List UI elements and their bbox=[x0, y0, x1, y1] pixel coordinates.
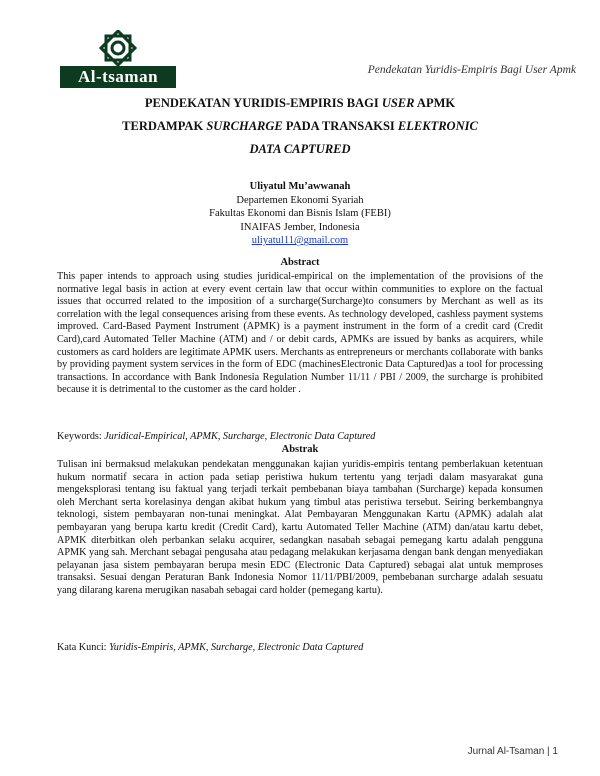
abstrak-text: Tulisan ini bermaksud melakukan pendekatan menggunakan kajian yuridis-empiris tentang pemberlakuan ketentuan hukum normatif secara in action pada setiap peristiwa hukum tertentu yang terjadi dalam masyarakat guna mengeksplorasi tentang isu faktual yang terjadi terkait pembebanan biaya tambahan (Surcharge) kepada konsumen oleh Merchant serta korelasinya dengan akibat hukum yang timbul atas peristiwa tersebut. Seiring berkembangnya teknologi, sistem pembayaran non-tunai meningkat. Alat Pembayaran Menggunakan Kartu (APMK) adalah alat pembayaran yang berupa kartu kredit (Credit Card), kartu Automated Teller Machine (ATM) dan/atau kartu debet, APMK diterbitkan oleh perbankan selaku acquirer, sedangkan nasabah sebagai pemegang kartu adalah pengguna APMK yang sah. Merchant sebagai pengusaha atau pedagang melakukan kerjasama dengan bank dengan menyediakan pelayanan jasa sistem pembayaran berupa mesin EDC (Electronic Data Captured) sebagai alat untuk memproses transaksi. Sesuai dengan Peraturan Bank Indonesia Nomor 11/11/PBI/2009, pembebanan surcharge adalah sesuatu yang dilarang karena merugikan nasabah sebagai card holder (pemegang kartu). bbox=[57, 459, 543, 596]
author-faculty: Fakultas Ekonomi dan Bisnis Islam (FEBI) bbox=[209, 208, 391, 220]
abstract-heading: Abstract bbox=[280, 257, 320, 268]
logo-wordmark: Al-tsaman bbox=[60, 66, 176, 88]
abstract-text: This paper intends to approach using studies juridical-empirical on the implementation of the provisions of the normative legal basis in action at every event certain law that occur within communities to explore on the factual issues that occurred related to the imposition of a surcharge(Surcharge)to consumers by Merchant as well as its correlation with the legal consequences arising from these events. As technology developed, cashless payment systems improved. Card-Based Payment Instrument (APMK) is a payment instrument in the form of a credit card (Credit Card),card Automated Teller Machine (ATM) and / or debit cards, APMKs are issued by banks as acquirers, while customers as card holders are legitimate APMK users. Merchants as entrepreneurs or merchants collaborate with banks by providing payment system services in the form of EDC (machinesElectronic Data Captured)as a tool for processing transactions. In accordance with Bank Indonesia Regulation Number 11/11 / PBI / 2009, the surcharge is prohibited because it is detrimental to the customer as the card holder . bbox=[57, 271, 543, 396]
author-block bbox=[100, 180, 500, 248]
keywords-line: Keywords: Juridical-Empirical, APMK, Surcharge, Electronic Data Captured bbox=[57, 431, 376, 442]
page-footer: Jurnal Al-Tsaman | 1 bbox=[467, 746, 558, 757]
title-line-1: PENDEKATAN YURIDIS-EMPIRIS BAGI USER APMK bbox=[144, 96, 456, 110]
paper-title bbox=[40, 92, 560, 161]
author-institution: INAIFAS Jember, Indonesia bbox=[240, 221, 360, 233]
abstrak-heading: Abstrak bbox=[281, 444, 319, 455]
author-email-link[interactable]: uliyatul11@gmail.com bbox=[251, 235, 349, 247]
running-head: Pendekatan Yuridis-Empiris Bagi User Apmk bbox=[367, 64, 576, 76]
author-name: Uliyatul Mu’awwanah bbox=[249, 181, 351, 192]
author-department: Departemen Ekonomi Syariah bbox=[236, 194, 364, 206]
title-line-3: DATA CAPTURED bbox=[249, 142, 351, 156]
kata-kunci-line: Kata Kunci: Yuridis-Empiris, APMK, Surcharge, Electronic Data Captured bbox=[57, 642, 364, 653]
title-line-2: TERDAMPAK SURCHARGE PADA TRANSAKSI ELEKTRONIC bbox=[122, 119, 478, 133]
